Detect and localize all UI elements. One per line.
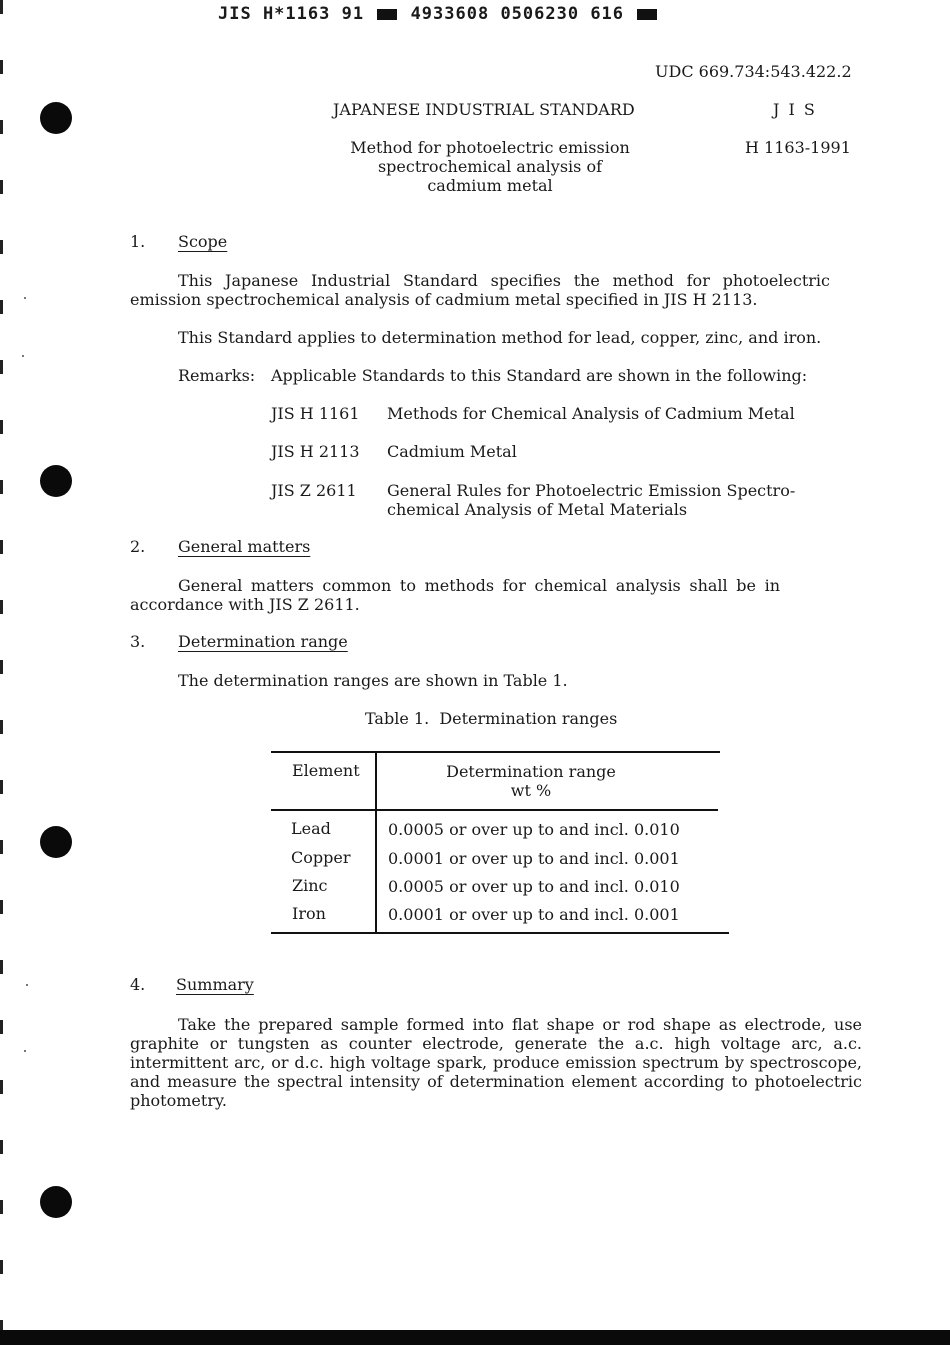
- determination-range-text: The determination ranges are shown in Table 1.: [178, 671, 568, 690]
- section-1-number: 1.: [130, 232, 146, 251]
- section-3-number: 3.: [130, 632, 146, 651]
- title-line: spectrochemical analysis of: [377, 157, 603, 176]
- document-code-header: [218, 4, 659, 24]
- table-caption: Table 1. Determination ranges: [365, 709, 618, 728]
- section-1-heading: Scope: [178, 232, 228, 251]
- table-header-unit: wt %: [510, 781, 552, 800]
- code-part-2: 4933608 0506230 616: [410, 4, 625, 24]
- jis-mark: J I S: [773, 100, 817, 119]
- standard-number: H 1163-1991: [745, 138, 851, 157]
- table-cell-element: Iron: [292, 904, 326, 923]
- ref-title: Cadmium Metal: [387, 442, 517, 461]
- table-header-range: Determination range: [446, 762, 616, 781]
- title-line: Method for photoelectric emission: [350, 138, 630, 157]
- table-cell-element: Copper: [291, 848, 351, 867]
- ref-code: JIS H 1161: [271, 404, 360, 423]
- section-2-number: 2.: [130, 537, 146, 556]
- table-top-rule: [271, 751, 720, 753]
- document-title: [320, 138, 660, 195]
- redaction-block: [377, 9, 397, 20]
- table-cell-range: 0.0001 or over up to and incl. 0.001: [388, 905, 680, 924]
- scan-left-edge: [0, 0, 3, 1330]
- scan-bottom-bar: [0, 1330, 950, 1345]
- table-cell-element: Lead: [291, 819, 331, 838]
- scope-paragraph: This Japanese Industrial Standard specifies the method for photoelectric emission spectrochemical analysis of cadmium metal specified in JIS H 2113.: [130, 271, 830, 309]
- title-line: cadmium metal: [427, 176, 553, 195]
- scan-speck: [22, 355, 24, 357]
- code-part-1: JIS H*1163 91: [218, 4, 365, 24]
- ref-title: General Rules for Photoelectric Emission Spectro-: [387, 481, 796, 500]
- scan-speck: [24, 1050, 26, 1052]
- ref-code: JIS Z 2611: [271, 481, 357, 500]
- table-bottom-rule: [271, 932, 729, 934]
- udc-number: UDC 669.734:543.422.2: [655, 62, 852, 81]
- general-matters-paragraph: General matters common to methods for chemical analysis shall be in accordance with JIS Z 2611.: [130, 576, 780, 614]
- punch-hole: [40, 102, 72, 134]
- ref-title-continued: chemical Analysis of Metal Materials: [387, 500, 688, 519]
- punch-hole: [40, 826, 72, 858]
- scan-speck: [26, 984, 28, 986]
- remarks-label: Remarks:: [178, 366, 256, 385]
- scope-applicability: This Standard applies to determination method for lead, copper, zinc, and iron.: [178, 328, 822, 347]
- section-3-heading: Determination range: [178, 632, 348, 651]
- section-2-heading: General matters: [178, 537, 311, 556]
- table-cell-range: 0.0005 or over up to and incl. 0.010: [388, 877, 680, 896]
- remarks-text: Applicable Standards to this Standard are shown in the following:: [271, 366, 808, 385]
- scan-speck: [24, 297, 26, 299]
- section-4-heading: Summary: [176, 975, 254, 994]
- standard-type: JAPANESE INDUSTRIAL STANDARD: [333, 100, 635, 119]
- summary-paragraph: Take the prepared sample formed into flat shape or rod shape as electrode, use graphite or tungsten as counter electrode, generate the a.c. high voltage arc, a.c. intermittent arc, or d.c. high voltage spark, produce emission spectrum by spectroscope, and measure the spectral intensity of determination element according to photoelectric photometry.: [130, 1015, 862, 1110]
- table-cell-range: 0.0005 or over up to and incl. 0.010: [388, 820, 680, 839]
- ref-code: JIS H 2113: [271, 442, 360, 461]
- table-cell-element: Zinc: [292, 876, 328, 895]
- redaction-block: [637, 9, 657, 20]
- punch-hole: [40, 465, 72, 497]
- table-cell-range: 0.0001 or over up to and incl. 0.001: [388, 849, 680, 868]
- table-header-rule: [271, 809, 718, 811]
- ref-title: Methods for Chemical Analysis of Cadmium Metal: [387, 404, 795, 423]
- table-header-element: Element: [292, 761, 360, 780]
- punch-hole: [40, 1186, 72, 1218]
- section-4-number: 4.: [130, 975, 146, 994]
